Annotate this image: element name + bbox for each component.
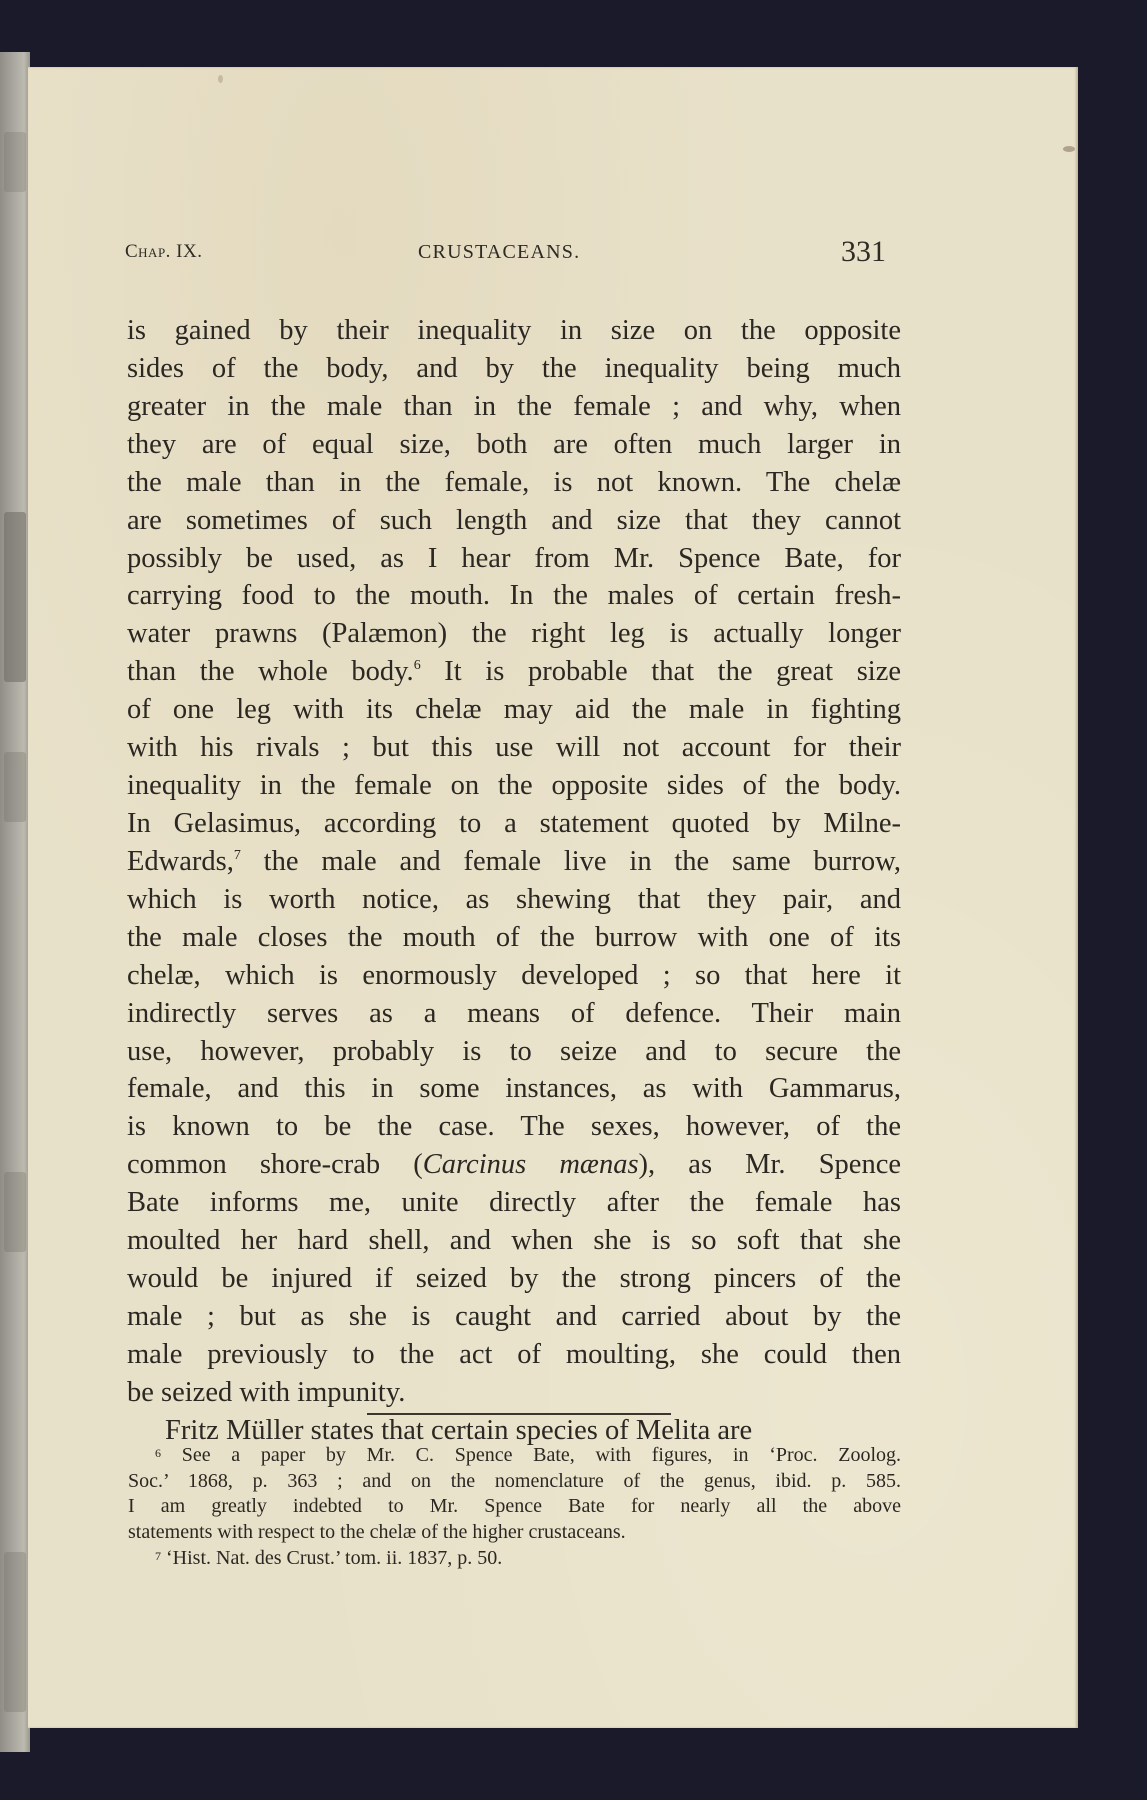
line-text: male ; but as she is caught and carried about by the bbox=[127, 1300, 901, 1332]
adjacent-page-edge bbox=[0, 52, 30, 1752]
footnotes bbox=[128, 1443, 901, 1571]
running-head bbox=[28, 237, 1078, 271]
body-line bbox=[127, 1222, 901, 1260]
line-text: is gained by their inequality in size on the opposite bbox=[127, 315, 901, 346]
chapter-label: Chap. IX. bbox=[125, 241, 203, 262]
footnote-reference[interactable]: 7 bbox=[233, 847, 241, 863]
adjacent-page-text-fragment bbox=[4, 752, 26, 822]
adjacent-page-text-fragment bbox=[4, 1552, 26, 1712]
footnote-text: Soc.’ 1868, p. 363 ; and on the nomenclature of the genus, ibid. p. 585. bbox=[128, 1469, 901, 1492]
footnote-rule bbox=[367, 1413, 671, 1415]
footnote-text: statements with respect to the chelæ of the higher crustaceans. bbox=[128, 1521, 626, 1544]
line-text: of one leg with its chelæ may aid the male in fighting bbox=[127, 694, 901, 726]
species-name: Carcinus mænas bbox=[422, 1149, 639, 1181]
body-line bbox=[127, 1108, 901, 1146]
footnote-marker: 7 bbox=[155, 1548, 161, 1563]
footnote-line bbox=[128, 1494, 901, 1520]
paper-stain bbox=[218, 75, 223, 83]
body-line bbox=[127, 729, 901, 767]
line-text: inequality in the female on the opposite sides of the body. bbox=[127, 770, 901, 802]
footnote-text: ‘Hist. Nat. des Crust.’ tom. ii. 1837, p. 50. bbox=[161, 1546, 503, 1569]
footnote-start bbox=[128, 1443, 901, 1469]
body-line bbox=[127, 1070, 901, 1108]
line-text: the male and female live in the same burrow, bbox=[240, 845, 901, 877]
body-line bbox=[127, 881, 901, 919]
body-line bbox=[127, 843, 901, 881]
line-text: water prawns (Palæmon) the right leg is actually longer bbox=[127, 618, 901, 650]
body-line bbox=[127, 540, 901, 578]
body-line bbox=[127, 1146, 901, 1184]
line-text: It is probable that the great size bbox=[420, 656, 901, 688]
body-line bbox=[127, 388, 901, 426]
footnote-reference[interactable]: 6 bbox=[413, 658, 421, 674]
body-line bbox=[127, 653, 901, 691]
line-text: are sometimes of such length and size that they cannot bbox=[127, 504, 901, 536]
body-line bbox=[127, 1298, 901, 1336]
line-text: chelæ, which is enormously developed ; so that here it bbox=[127, 959, 901, 991]
body-line bbox=[127, 691, 901, 729]
line-text: sides of the body, and by the inequality being much bbox=[127, 352, 901, 384]
line-text: use, however, probably is to seize and to secure the bbox=[127, 1035, 901, 1067]
line-text: male previously to the act of moulting, she could then bbox=[127, 1338, 901, 1370]
book-page bbox=[28, 67, 1078, 1728]
body-line bbox=[127, 767, 901, 805]
line-text: which is worth notice, as shewing that they pair, and bbox=[127, 883, 901, 915]
line-text: In Gelasimus, according to a statement quoted by Milne- bbox=[127, 807, 901, 839]
adjacent-page-text-fragment bbox=[4, 132, 26, 192]
body-line bbox=[127, 805, 901, 843]
line-text: ), as Mr. Spence bbox=[638, 1149, 901, 1181]
footnote-text: I am greatly indebted to Mr. Spence Bate for nearly all the above bbox=[128, 1495, 901, 1518]
line-text: moulted her hard shell, and when she is so soft that she bbox=[127, 1225, 901, 1257]
body-line bbox=[127, 615, 901, 653]
line-text: indirectly serves as a means of defence. Their main bbox=[127, 997, 901, 1029]
line-text: they are of equal size, both are often much larger in bbox=[127, 428, 901, 460]
line-text: the male closes the mouth of the burrow with one of its bbox=[127, 921, 901, 953]
line-text: greater in the male than in the female ; and why, when bbox=[127, 390, 901, 422]
body-line bbox=[127, 1374, 901, 1412]
line-text: be seized with impunity. bbox=[127, 1376, 406, 1408]
line-text: Bate informs me, unite directly after the female has bbox=[127, 1187, 901, 1219]
body-line bbox=[127, 577, 901, 615]
line-text: Fritz Müller states that certain species of Melita are bbox=[165, 1414, 753, 1446]
footnote-start bbox=[128, 1546, 901, 1572]
body-line bbox=[127, 312, 901, 350]
body-line bbox=[127, 502, 901, 540]
paper-stain bbox=[1063, 146, 1075, 152]
body-line bbox=[127, 1336, 901, 1374]
line-text: with his rivals ; but this use will not account for their bbox=[127, 732, 901, 764]
footnote-text: See a paper by Mr. C. Spence Bate, with figures, in ‘Proc. Zoolog. bbox=[161, 1444, 901, 1466]
body-line bbox=[127, 1184, 901, 1222]
line-text: the male than in the female, is not known. The chelæ bbox=[127, 466, 901, 498]
line-text: than the whole body. bbox=[127, 656, 414, 688]
body-line bbox=[127, 464, 901, 502]
line-text: common shore-crab ( bbox=[127, 1149, 423, 1181]
body-line bbox=[127, 957, 901, 995]
adjacent-page-text-fragment bbox=[4, 1172, 26, 1252]
body-text bbox=[127, 312, 901, 1450]
line-text: is known to be the case. The sexes, however, of the bbox=[127, 1111, 901, 1143]
body-line bbox=[127, 426, 901, 464]
line-text: would be injured if seized by the strong pincers of the bbox=[127, 1263, 901, 1295]
body-line bbox=[127, 919, 901, 957]
line-text: carrying food to the mouth. In the males of certain fresh- bbox=[127, 580, 901, 612]
chapter-title: CRUSTACEANS. bbox=[418, 241, 581, 263]
footnote-marker: 6 bbox=[155, 1446, 161, 1460]
line-text: possibly be used, as I hear from Mr. Spence Bate, for bbox=[127, 542, 901, 574]
body-line bbox=[127, 1033, 901, 1071]
footnote-line bbox=[128, 1520, 901, 1546]
body-line bbox=[127, 350, 901, 388]
adjacent-page-illustration bbox=[4, 512, 26, 682]
line-text: Edwards, bbox=[127, 845, 234, 877]
page-number: 331 bbox=[841, 235, 886, 268]
body-line bbox=[127, 1260, 901, 1298]
body-line bbox=[127, 995, 901, 1033]
line-text: female, and this in some instances, as with Gammarus, bbox=[127, 1073, 901, 1105]
footnote-line bbox=[128, 1469, 901, 1495]
